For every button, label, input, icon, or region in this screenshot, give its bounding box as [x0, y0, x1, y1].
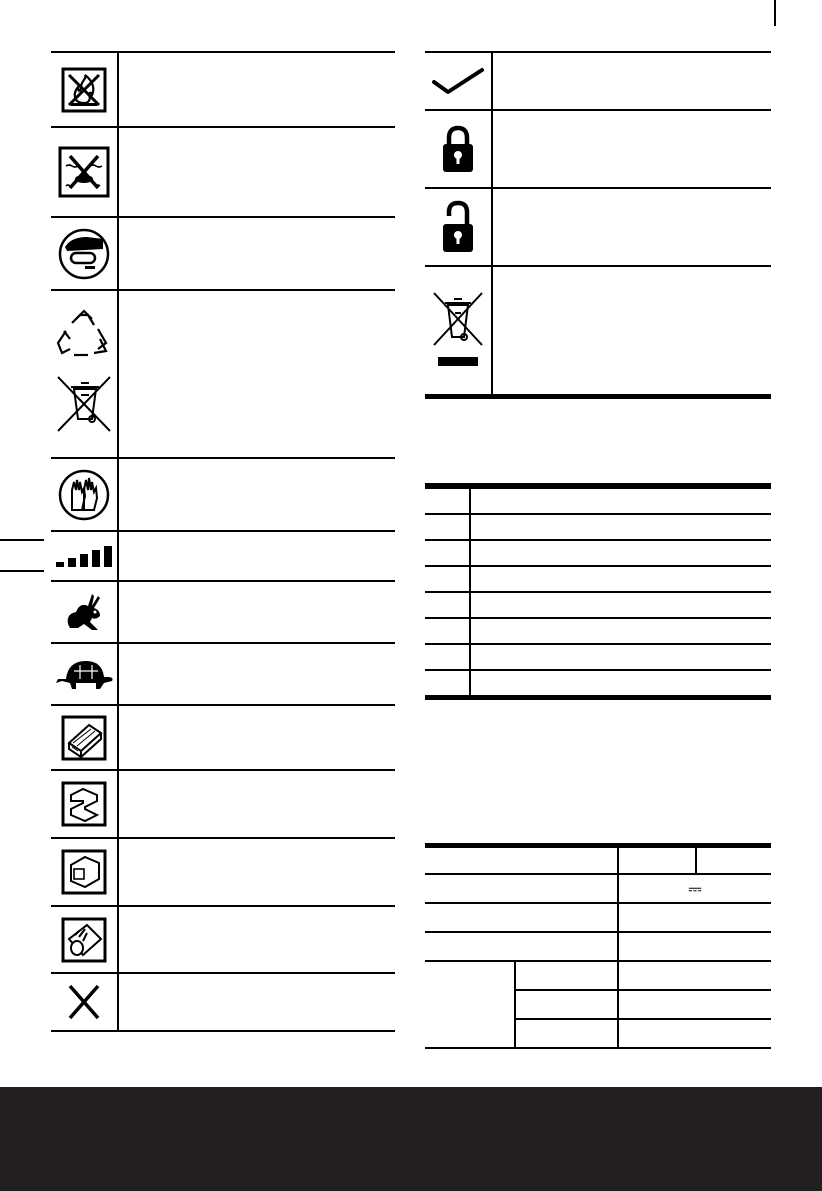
spec-sub-label [515, 961, 618, 990]
component-number [425, 486, 470, 514]
symbol-description [118, 217, 395, 290]
component-number [425, 540, 470, 566]
component-name [470, 644, 771, 670]
component-row [425, 644, 771, 670]
component-row [425, 592, 771, 618]
spec-value [618, 961, 771, 990]
symbol-row [425, 188, 771, 266]
locked-padlock-icon [425, 110, 492, 188]
component-number [425, 566, 470, 592]
component-number [425, 644, 470, 670]
spec-header-label [425, 846, 618, 875]
component-name [470, 486, 771, 514]
unlocked-padlock-icon [425, 188, 492, 266]
symbol-description [118, 705, 395, 770]
spec-value [618, 932, 771, 961]
symbol-description [492, 266, 771, 397]
crop-mark-left-lower [0, 570, 44, 572]
symbol-description [492, 188, 771, 266]
component-number [425, 670, 470, 698]
symbol-row [425, 266, 771, 397]
footer-band [0, 1087, 822, 1191]
crop-mark-left-upper [0, 539, 44, 541]
square-tube-icon [51, 838, 118, 906]
right-symbol-table [425, 51, 771, 399]
symbol-row [51, 906, 395, 973]
symbol-row [51, 705, 395, 770]
pvc-pipe-icon [51, 906, 118, 973]
turtle-slow-icon [51, 643, 118, 705]
battery-release-icon [51, 217, 118, 290]
component-row [425, 486, 771, 514]
spec-sub-label [515, 1019, 618, 1048]
component-name [470, 592, 771, 618]
component-list-table [425, 483, 771, 700]
symbol-description [118, 973, 395, 1031]
symbol-row [425, 52, 771, 110]
symbol-description [118, 581, 395, 643]
spec-sub-label [515, 990, 618, 1019]
symbol-description [118, 52, 395, 127]
spec-value [618, 990, 771, 1019]
symbol-description [492, 52, 771, 110]
symbol-row [51, 52, 395, 127]
cross-incorrect-icon [51, 973, 118, 1031]
spec-value [618, 1019, 771, 1048]
check-correct-icon [425, 52, 492, 110]
component-row [425, 670, 771, 698]
rabbit-fast-icon [51, 581, 118, 643]
symbol-description [118, 770, 395, 838]
component-row [425, 618, 771, 644]
component-number [425, 618, 470, 644]
spec-group-label [425, 961, 515, 1048]
spec-row [425, 874, 771, 903]
do-not-immerse-in-water-icon [51, 127, 118, 217]
component-name [470, 514, 771, 540]
spec-label [425, 874, 618, 903]
wood-material-icon [51, 705, 118, 770]
component-name [470, 566, 771, 592]
component-row [425, 566, 771, 592]
metal-profile-icon [51, 770, 118, 838]
symbol-description [118, 643, 395, 705]
symbol-description [118, 531, 395, 581]
component-row [425, 540, 771, 566]
left-symbol-table [51, 51, 395, 1032]
symbol-description [118, 458, 395, 531]
spec-row [425, 961, 771, 990]
symbol-row [51, 581, 395, 643]
component-name [470, 670, 771, 698]
component-number [425, 592, 470, 618]
spec-value [618, 903, 771, 932]
symbol-row [51, 973, 395, 1031]
component-name [470, 540, 771, 566]
spec-row [425, 932, 771, 961]
technical-data-table [425, 843, 771, 1049]
spec-label [425, 932, 618, 961]
symbol-description [118, 127, 395, 217]
symbol-row [51, 127, 395, 217]
symbol-row [51, 290, 395, 458]
component-name [470, 618, 771, 644]
symbol-row [51, 531, 395, 581]
spec-header-model-b [696, 846, 771, 875]
symbol-row [51, 217, 395, 290]
symbol-row [51, 643, 395, 705]
recycle-and-weee-bin-icon [51, 290, 118, 458]
component-number [425, 514, 470, 540]
component-row [425, 514, 771, 540]
wear-gloves-icon [51, 458, 118, 531]
spec-row [425, 903, 771, 932]
symbol-description [118, 290, 395, 458]
spec-header-model-a [618, 846, 696, 875]
spec-label [425, 903, 618, 932]
symbol-row [51, 838, 395, 906]
symbol-description [118, 906, 395, 973]
symbol-description [118, 838, 395, 906]
dc-symbol: ⎓ [618, 874, 771, 903]
weee-crossed-bin-icon [425, 266, 492, 397]
speed-levels-icon [51, 531, 118, 581]
symbol-description [492, 110, 771, 188]
symbol-row [51, 770, 395, 838]
spec-header-row [425, 846, 771, 875]
crop-mark-top [774, 0, 776, 26]
symbol-row [51, 458, 395, 531]
do-not-burn-battery-icon [51, 52, 118, 127]
symbol-row [425, 110, 771, 188]
